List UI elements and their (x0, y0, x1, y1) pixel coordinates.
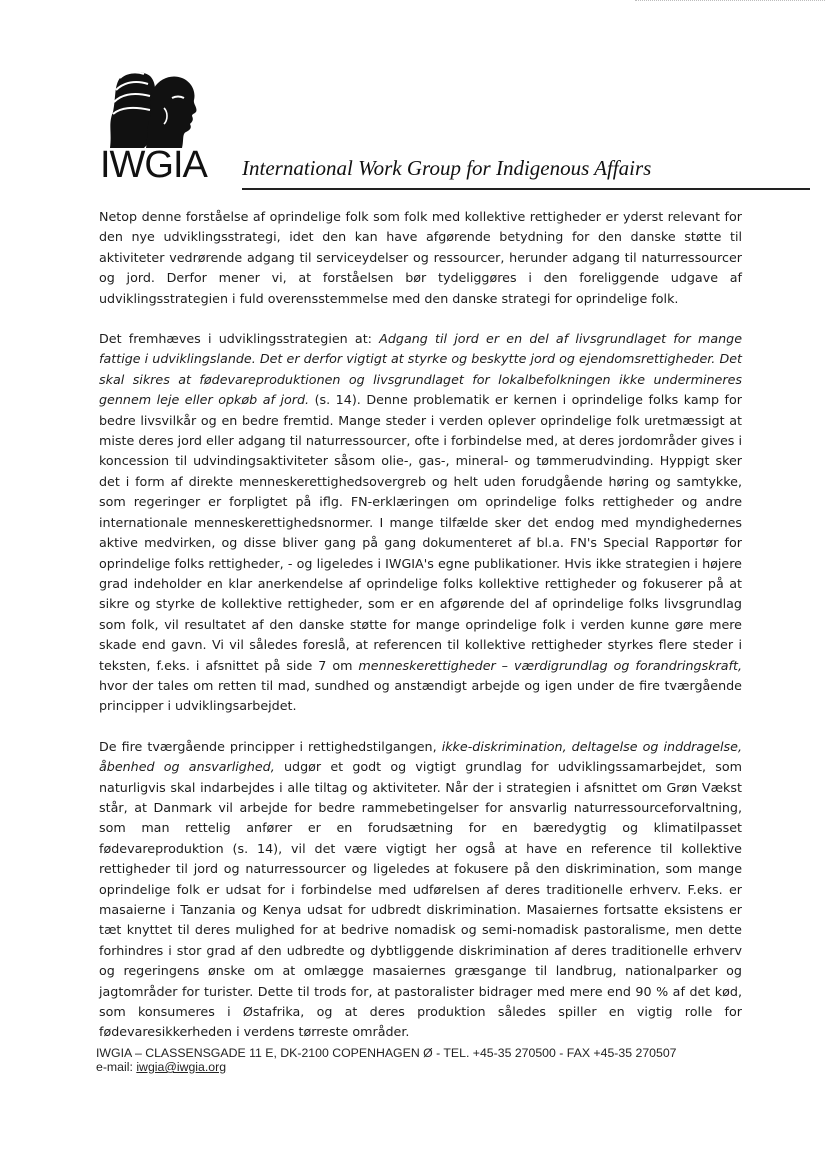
paragraph-2-main: (s. 14). Denne problematik er kernen i oprindelige folks kamp for bedre livsvilkår og en bedre fremtid. Mange steder i verden oplever oprindelige folk uretmæssigt at miste deres jord eller adgang til naturressourcer, ofte i forbindelse med, at deres jordområder gives i koncession til udvindingsaktiviteter såsom olie-, gas-, mineral- og tømmerudvinding. Hyppigt sker det i form af direkte menneskerettighedsovergreb og helt uden forudgående høring og samtykke, som regeringer er forpligtet på iflg. FN-erklæringen om oprindelige folks rettigheder og andre internationale menneskerettighedsnormer. I mange tilfælde sker det endog med myndighedernes aktive medvirken, og disse bliver gang på gang dokumenteret af bl.a. FN's Special Rapportør for oprindelige folks rettigheder, - og ligeledes i IWGIA's egne publikationer. Hvis ikke strategien i højere grad indeholder en klar anerkendelse af oprindelige folks kollektive rettigheder og fokuserer på at sikre og styrke de kollektive rettigheder, som er en afgørende del af oprindelige folks livsgrundlag som folk, vil resultatet af den danske støtte for mange oprindelige folk i verden kunne gøre mere skade end gavn. Vi vil således foreslå, at referencen til kollektive rettigheder styrkes flere steder i teksten, f.eks. i afsnittet på side 7 om (99, 392, 742, 673)
footer-email-line (96, 1060, 746, 1074)
paragraph-2-end: hvor der tales om retten til mad, sundhed og anstændigt arbejde og igen under de fire tværgående principper i udviklingsarbejdet. (99, 677, 742, 714)
paragraph-2 (99, 329, 742, 717)
email-label: e-mail: (96, 1060, 137, 1074)
letter-body (99, 207, 742, 1063)
logo-wordmark: IWGIA (100, 144, 207, 186)
letterhead (100, 68, 710, 194)
iwgia-faces-logo-icon (106, 68, 206, 150)
letter-footer (96, 1046, 746, 1074)
email-link[interactable]: iwgia@iwgia.org (136, 1060, 227, 1074)
paragraph-1: Netop denne forståelse af oprindelige folk som folk med kollektive rettigheder er yderst relevant for den nye udviklingsstrategi, idet den kan have afgørende betydning for den danske støtte til aktiviteter vedrørende adgang til serviceydelser og ressourcer, herunder adgang til naturressourcer og jord. Derfor mener vi, at forståelsen bør tydeliggøres i den foreliggende udgave af udviklingsstrategien i fuld overensstemmelse med den danske strategi for oprindelige folk. (99, 209, 742, 306)
scan-edge-mark (635, 0, 825, 5)
section-reference: menneskerettigheder – værdigrundlag og forandringskraft, (358, 657, 743, 673)
organization-name: International Work Group for Indigenous Affairs (242, 156, 652, 180)
paragraph-3-main: udgør et godt og vigtigt grundlag for udviklingssamarbejdet, som naturligvis skal indarbejdes i alle tiltag og aktiviteter. Når der i strategien i afsnittet om Grøn Vækst står, at Danmark vil arbejde for bedre rammebetingelser for ansvarlig naturressourceforvaltning, som man rettelig anfører er en forudsætning for en bæredygtig og klimatilpasset fødevareproduktion (s. 14), vil det være vigtigt her også at have en reference til kollektive rettigheder til jord og naturressourcer og ligeledes at fokusere på den diskrimination, som mange oprindelige folk er udsat for i forbindelse med udførelsen af deres traditionelle erhverv. F.eks. er masaierne i Tanzania og Kenya udsat for udbredt diskrimination. Masaiernes fortsatte eksistens er tæt knyttet til deres mulighed for at bedrive nomadisk og semi-nomadisk pastoralisme, men dette forhindres i stor grad af den udbredte og dybtliggende diskrimination af deres traditionelle erhverv og regeringens ønske om at omlægge masaiernes græsgange til landbrug, nationalparker og jagtområder for turister. Dette til trods for, at pastoralister bidrager med mere end 90 % af det kød, som konsumeres i Østafrika, og at deres produktion således spiller en vigtig rolle for fødevaresikkerheden i verdens tørreste områder. (99, 759, 742, 1040)
footer-address: IWGIA – CLASSENSGADE 11 E, DK-2100 COPENHAGEN Ø - TEL. +45-35 270500 - FAX +45-35 270507 (96, 1046, 677, 1060)
header-divider (242, 188, 810, 190)
paragraph-3-intro: De fire tværgående principper i rettighedstilgangen, (99, 738, 442, 754)
principles-list: ikke-diskrimination, deltagelse og inddragelse, åbenhed og ansvarlighed, (99, 738, 743, 775)
paragraph-2-intro: Det fremhæves i udviklingsstrategien at: (99, 331, 380, 347)
paragraph-3 (99, 737, 742, 1043)
strategy-quote: Adgang til jord er en del af livsgrundlaget for mange fattige i udviklingslande. Det er derfor vigtigt at styrke og beskytte jord og ejendomsrettigheder. Det skal sikres at fødevareproduktionen og livsgrundlaget for lokalbefolkningen ikke undermineres gennem leje eller opkøb af jord. (99, 331, 742, 408)
